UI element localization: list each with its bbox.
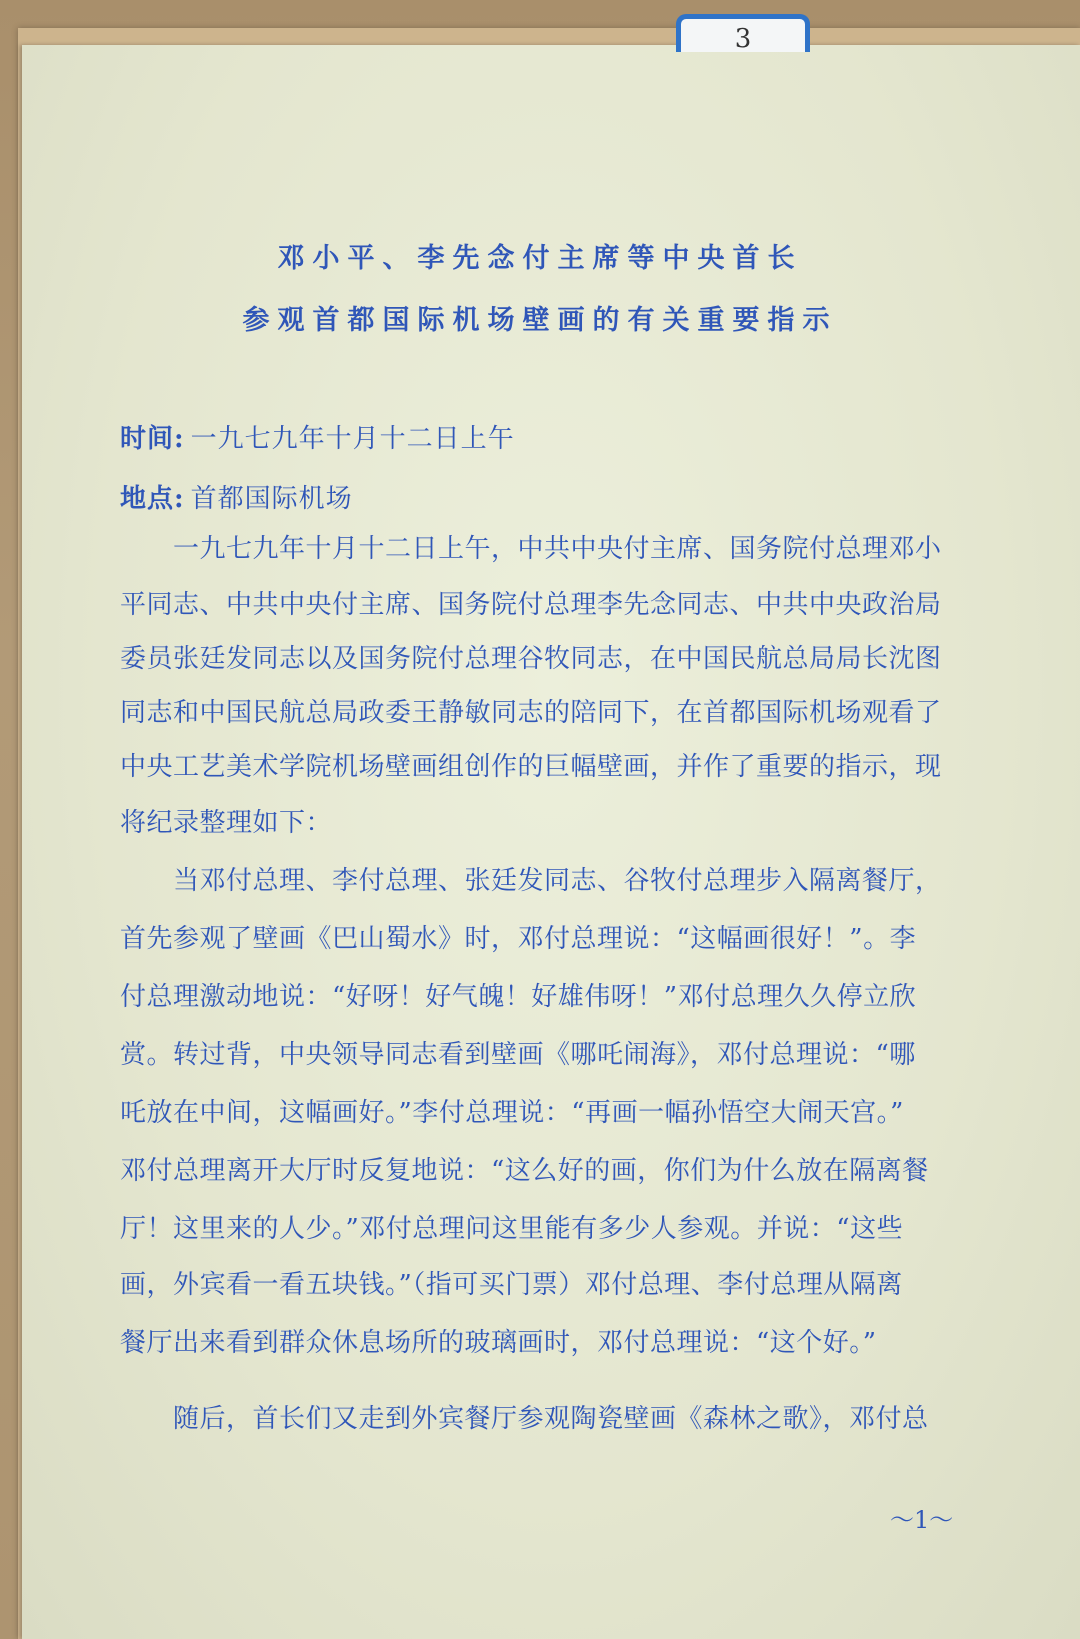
body-line: 邓付总理离开大厅时反复地说：“这么好的画，你们为什么放在隔离餐 (120, 1156, 929, 1186)
body-line: 首先参观了壁画《巴山蜀水》时，邓付总理说：“这幅画很好！”。李 (120, 924, 917, 954)
body-line: 委员张廷发同志以及国务院付总理谷牧同志，在中国民航总局局长沈图 (120, 644, 942, 674)
document-title-line1: 邓小平、李先念付主席等中央首长 (277, 243, 803, 274)
body-line: 中央工艺美术学院机场壁画组创作的巨幅壁画，并作了重要的指示，现 (120, 752, 942, 782)
body-line: 平同志、中共中央付主席、国务院付总理李先念同志、中共中央政治局 (120, 590, 942, 620)
body-line: 将纪录整理如下： (120, 808, 333, 838)
time-value: 一九七九年十月十二日上午 (190, 424, 515, 454)
folder-tab-label: 3 (734, 24, 752, 54)
body-line: 吒放在中间，这幅画好。”李付总理说：“再画一幅孙悟空大闹天宫。” (120, 1098, 904, 1128)
folder-tab (676, 14, 810, 52)
place-label: 地点: (120, 484, 185, 514)
time-label: 时间: (120, 424, 185, 454)
time-row (120, 418, 515, 455)
body-line: 画，外宾看一看五块钱。”（指可买门票）邓付总理、李付总理从隔离 (120, 1270, 903, 1300)
body-line: 当邓付总理、李付总理、张廷发同志、谷牧付总理步入隔离餐厅， (120, 866, 942, 896)
body-line: 一九七九年十月十二日上午，中共中央付主席、国务院付总理邓小 (120, 534, 942, 564)
place-value: 首都国际机场 (190, 484, 353, 514)
document-title-line2: 参观首都国际机场壁画的有关重要指示 (242, 305, 838, 336)
body-line: 餐厅出来看到群众休息场所的玻璃画时，邓付总理说：“这个好。” (120, 1328, 877, 1358)
body-line: 厅！这里来的人少。”邓付总理问这里能有多少人参观。并说：“这些 (120, 1214, 904, 1244)
body-line: 付总理激动地说：“好呀！好气魄！好雄伟呀！”邓付总理久久停立欣 (120, 982, 917, 1012)
body-line: 同志和中国民航总局政委王静敏同志的陪同下，在首都国际机场观看了 (120, 698, 942, 728)
body-line: 随后，首长们又走到外宾餐厅参观陶瓷壁画《森林之歌》，邓付总 (120, 1404, 929, 1434)
page-number: ～1～ (890, 1506, 954, 1534)
body-line: 赏。转过背，中央领导同志看到壁画《哪吒闹海》，邓付总理说：“哪 (120, 1040, 916, 1070)
place-row (120, 478, 353, 515)
